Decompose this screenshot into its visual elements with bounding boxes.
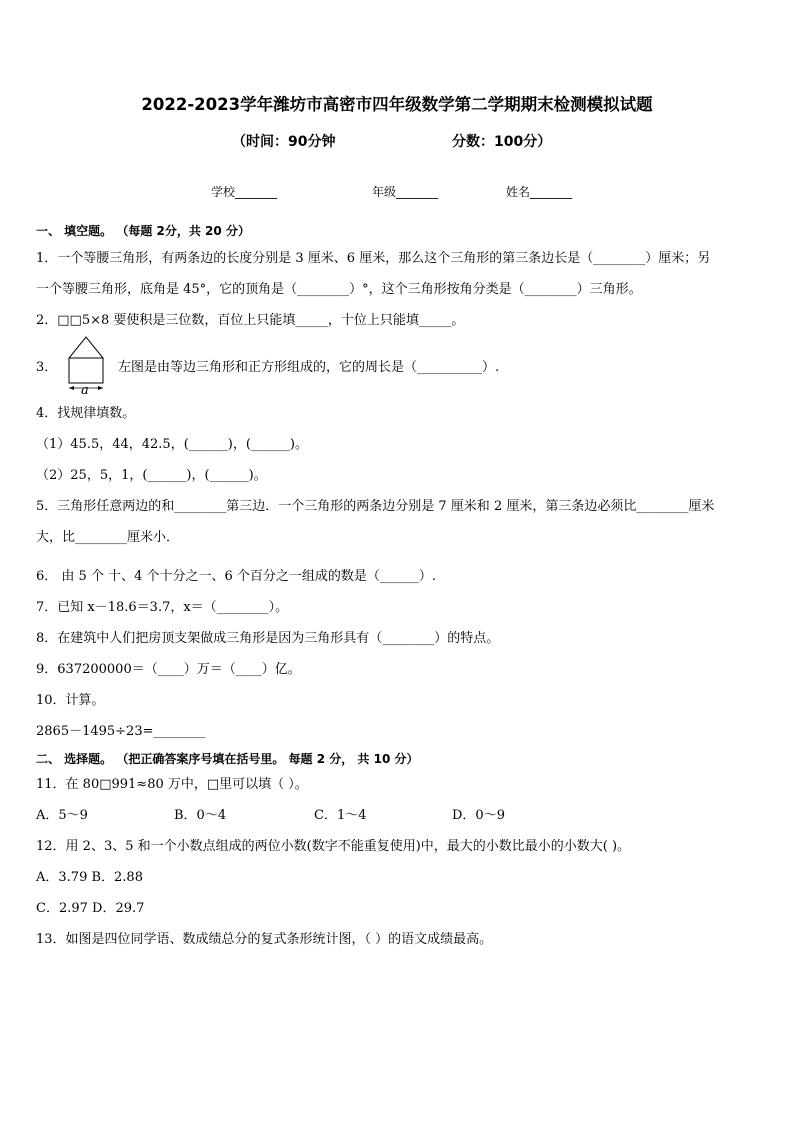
q13-text: 13．如图是四位同学语、数成绩总分的复式条形统计图，（ ）的语文成绩最高。: [36, 932, 493, 947]
exam-time: （时间：90分钟: [232, 134, 336, 150]
q12-options-row2: C．2.97 D．29.7: [36, 901, 145, 916]
q11-option-b: B．0～4: [174, 808, 227, 823]
name-field: 姓名_______: [506, 185, 573, 199]
school-field: 学校_______: [211, 185, 278, 199]
section-2-heading: 二、 选择题。 （把正确答案序号填在括号里。 每题 2 分， 共 10 分）: [36, 752, 419, 766]
q4-line2: （2）25，5，1，(______)，(______)。: [36, 468, 267, 483]
q6-text: 6． 由 5 个 十、4 个十分之一、6 个百分之一组成的数是（______）.: [36, 569, 437, 584]
grade-field: 年级_______: [372, 185, 439, 199]
q5-line2: 大，比________厘米小．: [36, 530, 180, 545]
q4-title: 4．找规律填数。: [36, 406, 136, 421]
q9-text: 9．637200000＝（____）万＝（____）亿。: [36, 662, 301, 677]
q12-options-row1: A．3.79 B．2.88: [36, 870, 143, 885]
q8-text: 8．在建筑中人们把房顶支架做成三角形是因为三角形具有（________）的特点。: [36, 631, 500, 646]
q12-text: 12．用 2、3、5 和一个小数点组成的两位小数(数字不能重复使用)中，最大的小数比最小的小数大( )。: [36, 839, 631, 854]
q4-line1: （1）45.5，44，42.5，(______)，(______)。: [36, 437, 308, 452]
q3-text: 左图是由等边三角形和正方形组成的，它的周长是（__________）.: [118, 360, 500, 375]
q10-title: 10．计算。: [36, 693, 105, 708]
q11-text: 11．在 80□991≈80 万中，□里可以填（ ）。: [36, 777, 308, 792]
q5-line1: 5．三角形任意两边的和________第三边．一个三角形的两条边分别是 7 厘米和 2 厘米，第三条边必须比________厘米: [36, 499, 715, 514]
q1-line1: 1．一个等腰三角形，有两条边的长度分别是 3 厘米、6 厘米，那么这个三角形的第三条边长是（________）厘米；另: [36, 251, 711, 266]
q11-option-c: C．1～4: [314, 808, 367, 823]
exam-score: 分数：100分）: [452, 134, 552, 150]
side-label: a: [81, 383, 89, 398]
q10-expression: 2865－1495÷23=________: [36, 724, 206, 739]
q7-text: 7．已知 x－18.6＝3.7，x＝（________）。: [36, 600, 289, 615]
q1-line2: 一个等腰三角形，底角是 45°，它的顶角是（________）°，这个三角形按角分类是（________）三角形。: [36, 282, 642, 297]
q2-text: 2．□□5×8 要使积是三位数，百位上只能填_____，十位上只能填_____。: [36, 313, 465, 328]
q11-option-a: A．5～9: [36, 808, 88, 823]
q11-option-d: D．0～9: [452, 808, 505, 823]
section-1-heading: 一、 填空题。 （每题 2分，共 20 分）: [36, 224, 250, 238]
q3-number: 3．: [36, 360, 58, 375]
exam-title: 2022-2023学年潍坊市高密市四年级数学第二学期期末检测模拟试题: [141, 95, 653, 114]
